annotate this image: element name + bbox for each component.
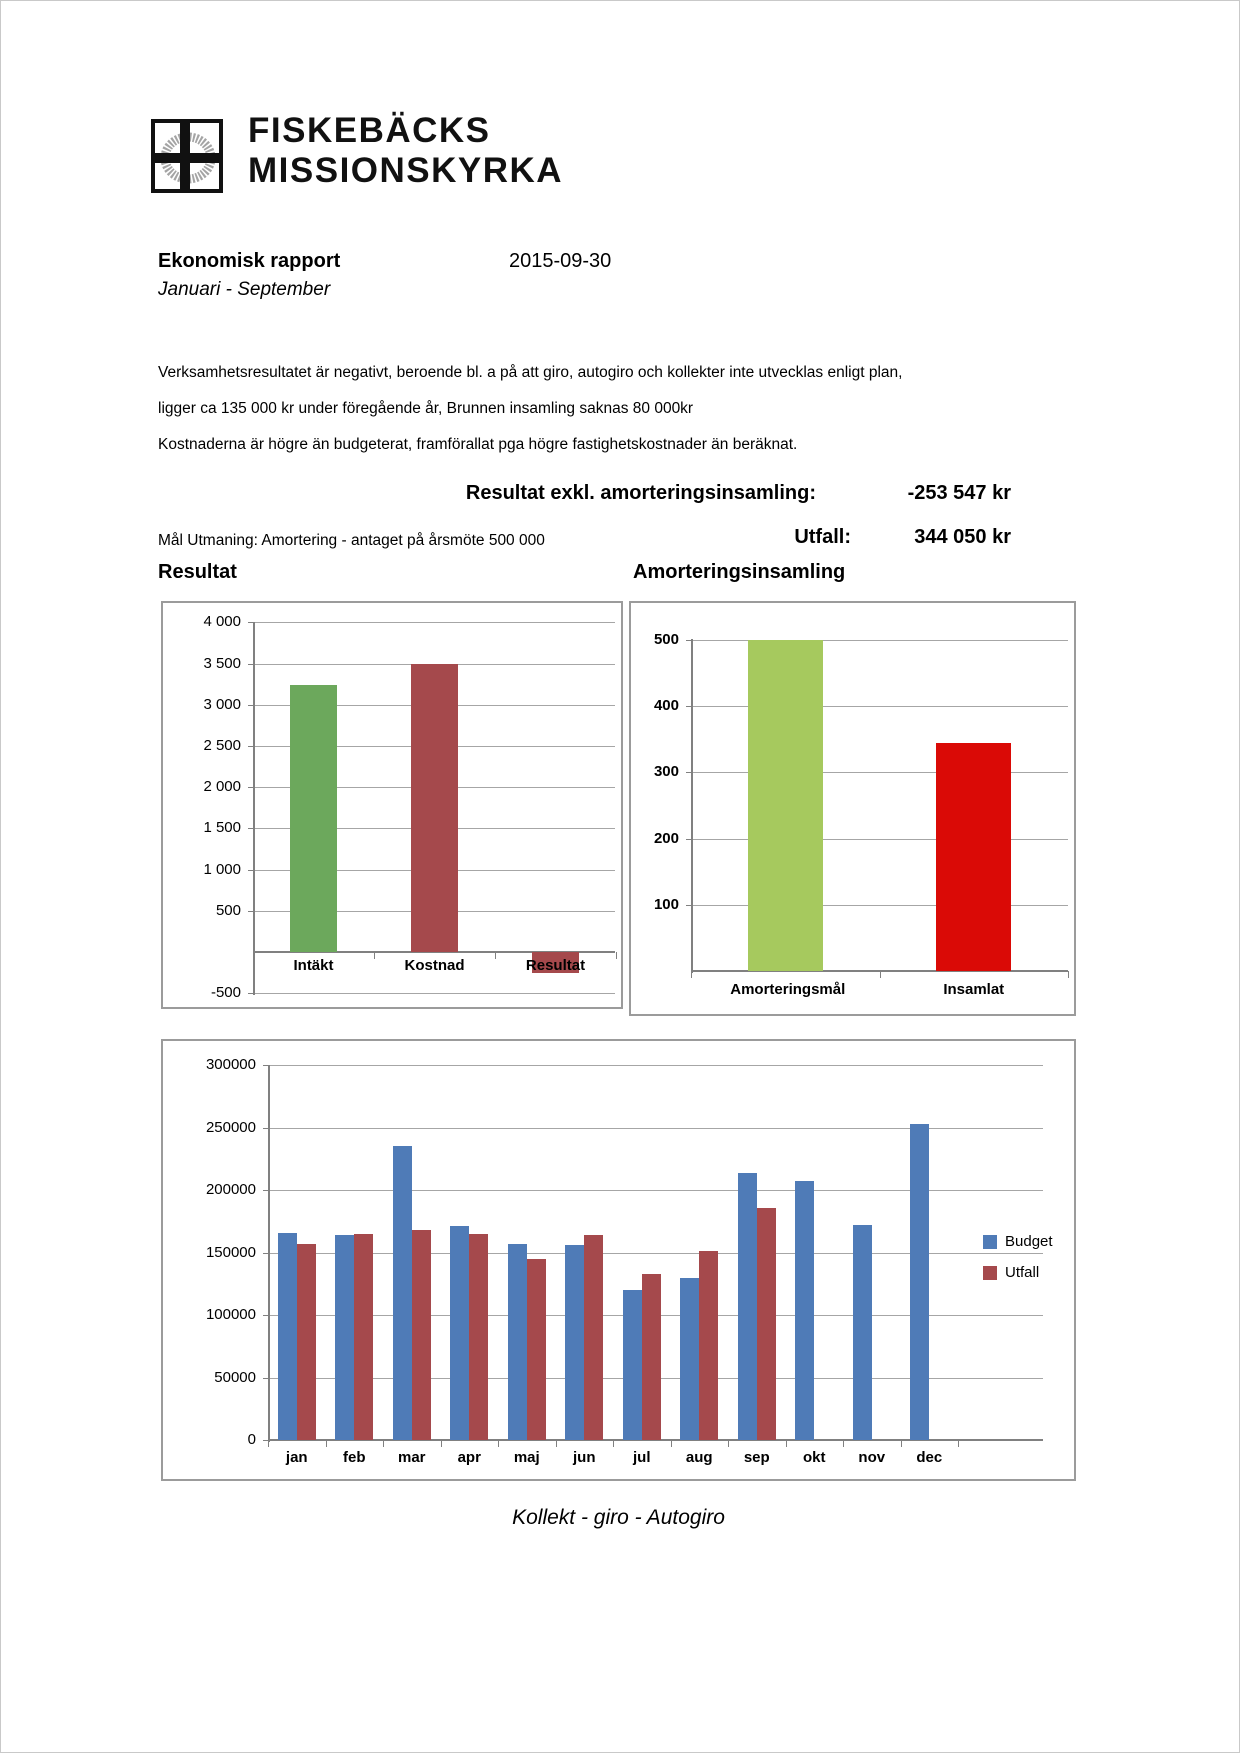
grid-line [253,622,615,623]
y-axis-label: 300000 [205,1056,256,1073]
y-axis-label: 100000 [205,1306,256,1323]
y-axis-label: 500 [215,901,241,919]
series-bar [748,640,823,971]
utfall-bar [412,1230,431,1440]
budget-swatch-icon [983,1235,997,1249]
outcome-label: Utfall: [794,526,851,548]
category-label: maj [513,1449,540,1466]
category-label: feb [343,1449,366,1466]
x-axis-tick [880,971,881,978]
legend-entry-budget [983,1233,1053,1250]
utfall-bar [757,1208,776,1441]
grid-line [253,993,615,994]
category-label: apr [457,1449,481,1466]
utfall-bar [297,1244,316,1440]
chart-legend [983,1233,1053,1295]
summary-paragraph [158,355,978,463]
legend-entry-utfall [983,1264,1053,1281]
y-axis-line [253,622,255,995]
x-axis-tick [441,1440,442,1447]
report-date: 2015-09-30 [509,250,612,272]
x-axis-tick [843,1440,844,1447]
series-bar [411,664,458,952]
category-label: jul [633,1449,651,1466]
series-bar [290,685,337,952]
outcome-value: 344 050 kr [914,526,1011,548]
resultat-chart [161,601,623,1009]
category-label: Insamlat [943,981,1005,998]
category-label: dec [916,1449,943,1466]
y-axis-label: 2 500 [203,737,241,754]
organization-name-line1: FISKEBÄCKS [248,111,491,150]
category-label: Amorteringsmål [730,981,846,998]
x-axis-tick [326,1440,327,1447]
x-axis-tick [901,1440,902,1447]
utfall-bar [469,1234,488,1440]
budget-bar [393,1146,412,1440]
legend-label-utfall: Utfall [1005,1264,1040,1281]
budget-bar [278,1233,297,1441]
organization-name [248,111,563,191]
utfall-bar [354,1234,373,1440]
y-axis-label: 2 000 [203,778,241,796]
report-title: Ekonomisk rapport [158,250,341,272]
y-axis-label: 1 500 [203,819,241,837]
church-cross-logo [151,119,223,193]
budget-bar [738,1173,757,1441]
utfall-bar [642,1274,661,1440]
y-axis-label: 250000 [205,1118,256,1136]
y-axis-line [268,1065,270,1442]
y-axis-label: 300 [653,763,679,781]
y-axis-label: 3 500 [203,654,241,672]
resultat-chart-title: Resultat [158,561,237,583]
y-axis-label: 200000 [205,1181,256,1198]
x-axis-tick [556,1440,557,1447]
x-axis-tick [616,952,617,959]
utfall-bar [699,1251,718,1440]
chart3-caption: Kollekt - giro - Autogiro [512,1506,725,1529]
result-excl-value: -253 547 kr [907,482,1011,504]
utfall-bar [527,1259,546,1440]
x-axis-tick [374,952,375,959]
category-label: sep [743,1449,770,1466]
y-axis-label: 50000 [214,1368,256,1386]
x-axis-tick [691,971,692,978]
series-bar [936,743,1011,971]
budget-bar [853,1225,872,1440]
x-axis-tick [613,1440,614,1447]
x-axis-tick [253,952,254,959]
result-excl-label: Resultat exkl. amorteringsinsamling: [465,482,816,504]
category-label: jan [285,1449,308,1466]
monthly-kollekt-chart [161,1039,1076,1481]
y-axis-label: 400 [653,697,679,714]
x-axis-tick [728,1440,729,1447]
y-axis-label: 500 [653,630,679,648]
budget-bar [910,1124,929,1440]
summary-line: Verksamhetsresultatet är negativt, beroende bl. a på att giro, autogiro och kollekter inte utvecklas enligt plan, [158,364,903,381]
budget-bar [623,1290,642,1440]
summary-line: ligger ca 135 000 kr under föregående år, Brunnen insamling saknas 80 000kr [158,400,694,417]
grid-line [268,1065,1043,1066]
amortering-chart-title: Amorteringsinsamling [633,561,846,583]
category-label: Kostnad [404,957,465,974]
y-axis-label: 200 [653,829,679,847]
legend-label-budget: Budget [1005,1233,1053,1250]
category-label: aug [685,1449,713,1466]
x-axis-tick [268,1440,269,1447]
report-period: Januari - September [158,279,331,300]
budget-bar [795,1181,814,1440]
y-axis-label: 3 000 [203,695,241,713]
category-label: nov [858,1449,886,1466]
x-axis-tick [383,1440,384,1447]
y-axis-label: -500 [210,984,241,1002]
summary-line: Kostnaderna är högre än budgeterat, framförallat pga högre fastighetskostnader än beräknat. [158,436,798,453]
category-label: mar [397,1449,426,1466]
x-axis-tick [958,1440,959,1447]
y-axis-label: 0 [247,1431,256,1448]
y-axis-line [691,639,693,973]
budget-bar [680,1278,699,1441]
budget-bar [335,1235,354,1440]
x-axis-tick [1068,971,1069,978]
utfall-swatch-icon [983,1266,997,1280]
category-label: Resultat [525,957,586,974]
y-axis-label: 150000 [205,1243,256,1261]
y-axis-label: 1 000 [203,860,241,878]
x-axis-tick [671,1440,672,1447]
y-axis-label: 4 000 [203,613,241,631]
category-label: Intäkt [293,957,334,974]
x-axis-tick [786,1440,787,1447]
x-axis-tick [498,1440,499,1447]
organization-name-line2: MISSIONSKYRKA [248,151,564,190]
budget-bar [508,1244,527,1440]
budget-bar [565,1245,584,1440]
y-axis-label: 100 [653,895,679,913]
budget-bar [450,1226,469,1440]
category-label: okt [803,1449,826,1466]
category-label: jun [573,1449,596,1466]
utfall-bar [584,1235,603,1440]
x-axis-tick [495,952,496,959]
amorteringsinsamling-chart [629,601,1076,1016]
goal-text: Mål Utmaning: Amortering - antaget på årsmöte 500 000 [158,532,545,549]
